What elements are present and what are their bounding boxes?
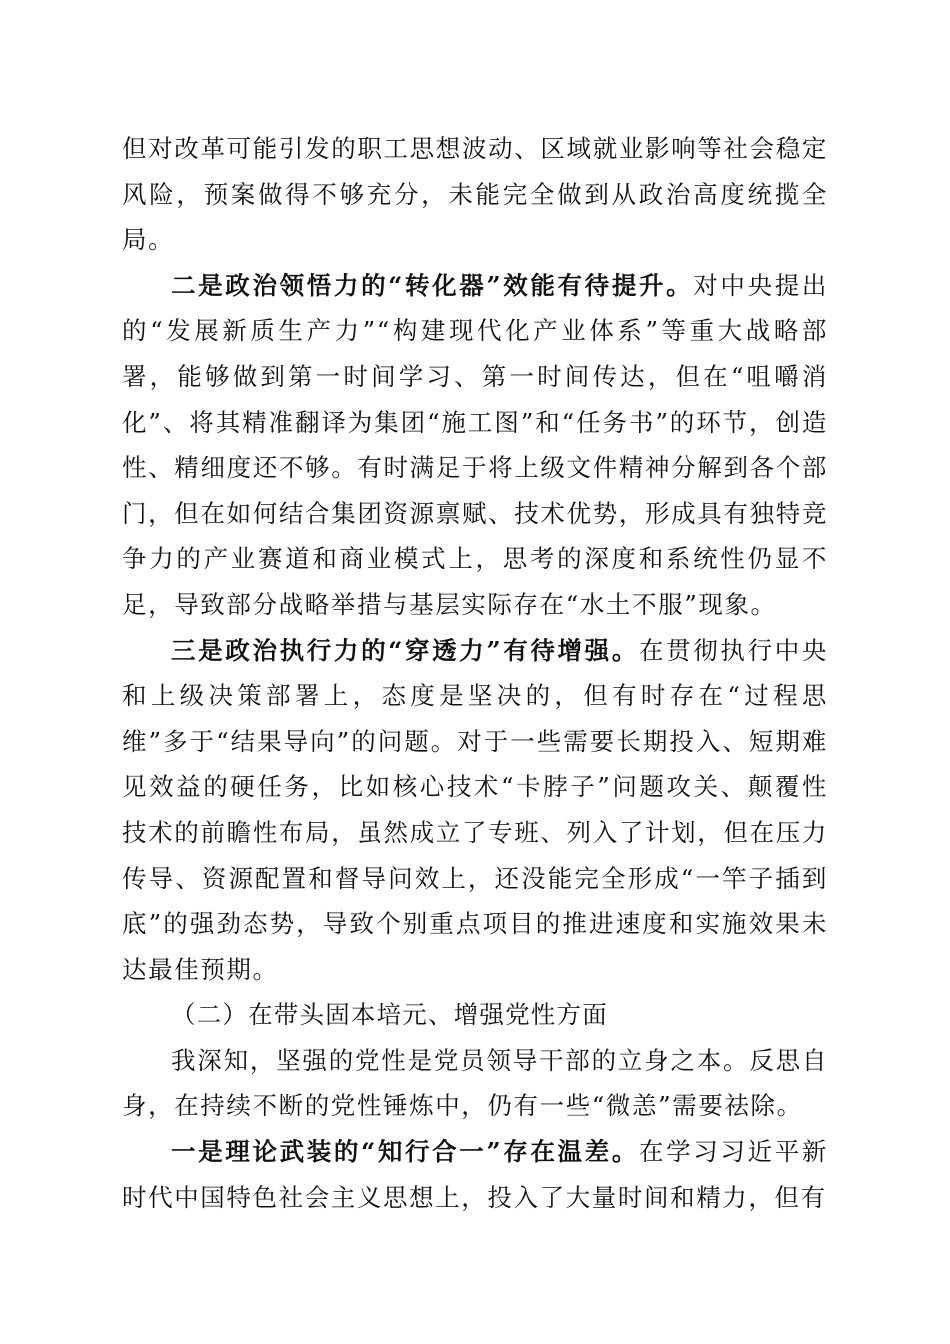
point-1-text: 在学习习近平新时代中国特色社会主义思想上，投入了大量时间和精力，但有 xyxy=(122,1137,828,1212)
point-3-paragraph xyxy=(122,628,828,993)
point-2-lead: 二是政治领悟力的“转化器”效能有待提升。 xyxy=(171,270,694,300)
point-1-paragraph xyxy=(122,1129,828,1220)
continuation-paragraph xyxy=(122,126,828,263)
paragraph-text: 但对改革可能引发的职工思想波动、区域就业影响等社会稳定风险，预案做得不够充分，未能完全做到从政治高度统揽全局。 xyxy=(122,134,828,255)
point-2-text: 对中央提出的“发展新质生产力”“构建现代化产业体系”等重大战略部署，能够做到第一时间学习、第一时间传达，但在“咀嚼消化”、将其精准翻译为集团“施工图”和“任务书”的环节，创造性、精细度还不够。有时满足于将上级文件精神分解到各个部门，但在如何结合集团资源禀赋、技术优势，形成具有独特竞争力的产业赛道和商业模式上，思考的深度和系统性仍显不足，导致部分战略举措与基层实际存在“水土不服”现象。 xyxy=(122,270,828,619)
point-3-lead: 三是政治执行力的“穿透力”有待增强。 xyxy=(171,635,639,665)
point-2-paragraph xyxy=(122,263,828,628)
section-heading: （二）在带头固本培元、增强党性方面 xyxy=(171,1000,608,1030)
point-3-text: 在贯彻执行中央和上级决策部署上，态度是坚决的，但有时存在“过程思维”多于“结果导向”的问题。对于一些需要长期投入、短期难见效益的硬任务，比如核心技术“卡脖子”问题攻关、颠覆性技术的前瞻性布局，虽然成立了专班、列入了计划，但在压力传导、资源配置和督导问效上，还没能完全形成“一竿子插到底”的强劲态势，导致个别重点项目的推进速度和实施效果未达最佳预期。 xyxy=(122,635,828,984)
section-intro-paragraph: 我深知，坚强的党性是党员领导干部的立身之本。反思自身，在持续不断的党性锤炼中，仍有一些“微恙”需要祛除。 xyxy=(122,1045,828,1121)
point-1-lead: 一是理论武装的“知行合一”存在温差。 xyxy=(171,1137,639,1167)
document-body xyxy=(122,126,828,1220)
